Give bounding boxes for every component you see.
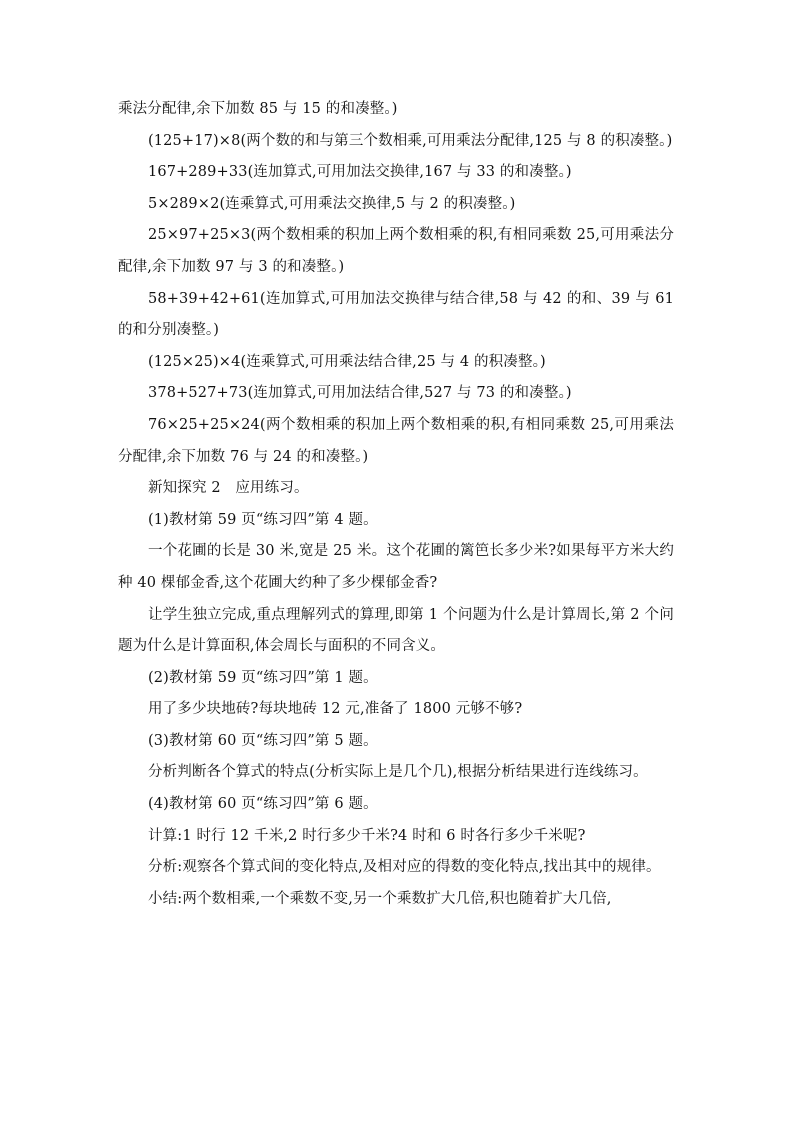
exercise-reference: (1)教材第 59 页“练习四”第 4 题。: [148, 511, 378, 528]
paragraph: 分析判断各个算式的特点(分析实际上是几个几),根据分析结果进行连线练习。: [148, 764, 648, 781]
exercise-reference: (3)教材第 60 页“练习四”第 5 题。: [148, 732, 378, 749]
paragraph: 小结:两个数相乘,一个乘数不变,另一个乘数扩大几倍,积也随着扩大几倍,: [148, 890, 612, 907]
section-heading: 新知探究 2 应用练习。: [148, 480, 309, 497]
paragraph: 分析:观察各个算式间的变化特点,及相对应的得数的变化特点,找出其中的规律。: [148, 859, 661, 876]
paragraph: 一个花圃的长是 30 米,宽是 25 米。这个花圃的篱笆长多少米?如果每平方米大约种 40 棵郁金香,这个花圃大约种了多少棵郁金香?: [118, 543, 674, 591]
paragraph: (125+17)×8(两个数的和与第三个数相乘,可用乘法分配律,125 与 8 的积凑整。): [148, 132, 673, 149]
paragraph: 让学生独立完成,重点理解列式的算理,即第 1 个问题为什么是计算周长,第 2 个问题为什么是计算面积,体会周长与面积的不同含义。: [118, 606, 674, 655]
paragraph: (125×25)×4(连乘算式,可用乘法结合律,25 与 4 的积凑整。): [148, 353, 546, 370]
paragraph: 5×289×2(连乘算式,可用乘法交换律,5 与 2 的积凑整。): [148, 195, 516, 212]
document-body: [118, 94, 674, 915]
exercise-reference: (4)教材第 60 页“练习四”第 6 题。: [148, 796, 378, 813]
paragraph: 378+527+73(连加算式,可用加法结合律,527 与 73 的和凑整。): [148, 385, 572, 402]
paragraph: 计算:1 时行 12 千米,2 时行多少千米?4 时和 6 时各行多少千米呢?: [148, 827, 586, 844]
paragraph: 25×97+25×3(两个数相乘的积加上两个数相乘的积,有相同乘数 25,可用乘法分配律,余下加数 97 与 3 的和凑整。): [118, 227, 674, 275]
paragraph: 乘法分配律,余下加数 85 与 15 的和凑整。): [118, 101, 398, 117]
paragraph: 58+39+42+61(连加算式,可用加法交换律与结合律,58 与 42 的和、39 与 61 的和分别凑整。): [118, 290, 674, 339]
paragraph: 167+289+33(连加算式,可用加法交换律,167 与 33 的和凑整。): [148, 164, 572, 181]
paragraph: 76×25+25×24(两个数相乘的积加上两个数相乘的积,有相同乘数 25,可用乘法分配律,余下加数 76 与 24 的和凑整。): [118, 416, 674, 465]
paragraph: 用了多少块地砖?每块地砖 12 元,准备了 1800 元够不够?: [148, 701, 523, 718]
exercise-reference: (2)教材第 59 页“练习四”第 1 题。: [148, 669, 378, 686]
